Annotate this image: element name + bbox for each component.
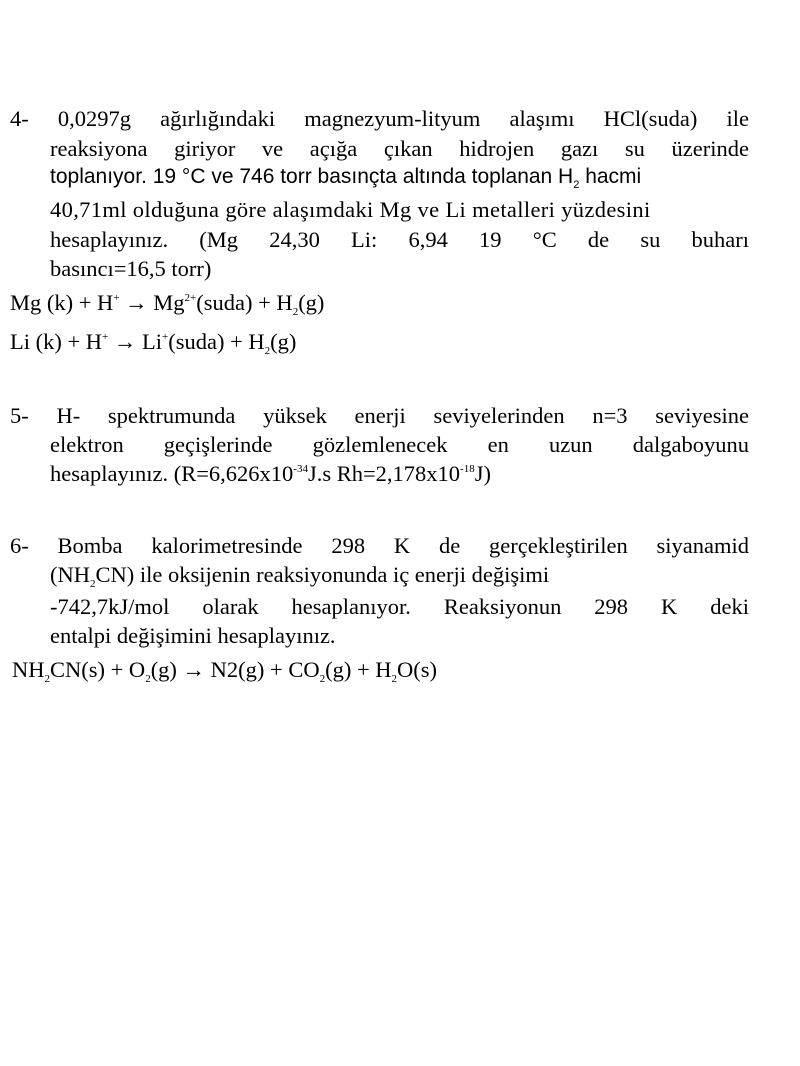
q5-exponent-1: -34 [293, 463, 308, 475]
q5-line-3-a: hesaplayınız. (R=6,626x10 [50, 461, 294, 486]
q5-exponent-2: -18 [460, 463, 475, 475]
q4-line-3-end: hacmi [579, 165, 642, 188]
q6-line-1: 6- Bomba kalorimetresinde 298 K de gerçekleştirilen siyanamid [10, 533, 749, 558]
eq2-h2-subscript: 2 [264, 345, 271, 357]
q6-line-3: -742,7kJ/mol olarak hesaplanıyor. Reaksiyonun 298 K deki [50, 594, 749, 619]
q4-line-3 [50, 165, 642, 191]
q5-line-1: 5- H- spektrumunda yüksek enerji seviyelerinden n=3 seviyesine [10, 403, 749, 428]
eq1-h-charge: + [113, 292, 120, 304]
q4-line-3-text: toplanıyor. 19 °C ve 746 torr basınçta altında toplanan H [50, 165, 574, 188]
q4-line-3-subscript: 2 [573, 179, 580, 191]
q4-equation-mg [10, 290, 325, 318]
q6-line-2-b: CN) ile oksijenin reaksiyonunda iç enerji değişimi [95, 562, 550, 587]
q5-line-3-c: J) [474, 461, 491, 486]
q6-line-2-a: (NH [50, 562, 90, 587]
q6-eq-water: O(s) [397, 657, 438, 682]
eq1-h2-subscript: 2 [292, 306, 299, 318]
eq1-mg-charge: 2+ [184, 292, 197, 304]
q6-eq-co2-subscript: 2 [319, 673, 326, 685]
eq1-arrow-mg: → Mg [119, 290, 185, 315]
eq2-gas: (g) [270, 329, 297, 354]
q6-equation [12, 657, 438, 685]
eq2-products: (suda) + H [168, 329, 265, 354]
q5-line-2: elektron geçişlerinde gözlemlenecek en uzun dalgaboyunu [50, 432, 749, 457]
q6-eq-nh: NH [12, 657, 45, 682]
q4-equation-li [10, 329, 297, 357]
q6-eq-nh2-subscript: 2 [44, 673, 50, 685]
q5-line-3 [50, 463, 491, 486]
q4-line-1: 4- 0,0297g ağırlığındaki magnezyum-lityum alaşımı HCl(suda) ile [10, 106, 749, 131]
q6-line-2 [50, 562, 550, 590]
q4-line-5: hesaplayınız. (Mg 24,30 Li: 6,94 19 °C de su buharı [50, 227, 749, 252]
eq1-products: (suda) + H [196, 290, 293, 315]
q6-eq-products-b: (g) + H [325, 657, 392, 682]
q6-line-4: entalpi değişimini hesaplayınız. [50, 623, 336, 648]
q4-line-4: 40,71ml olduğuna göre alaşımdaki Mg ve Li metalleri yüzdesini [50, 197, 651, 222]
q6-eq-products-a: (g) → N2(g) + CO [150, 657, 320, 682]
q6-eq-o2-subscript: 2 [145, 673, 151, 685]
eq2-arrow-li: → Li [108, 329, 163, 354]
eq2-li-charge: + [162, 331, 169, 343]
q4-line-2: reaksiyona giriyor ve açığa çıkan hidrojen gazı su üzerinde [50, 136, 749, 161]
q5-line-3-b: J.s Rh=2,178x10 [307, 461, 461, 486]
q6-eq-cn-o: CN(s) + O [50, 657, 146, 682]
q6-nh2-subscript: 2 [90, 578, 96, 590]
q4-line-6: basıncı=16,5 torr) [50, 256, 212, 281]
q6-eq-h2-subscript: 2 [391, 673, 398, 685]
eq2-reactants: Li (k) + H [10, 329, 103, 354]
eq2-h-charge: + [102, 331, 109, 343]
eq1-reactants: Mg (k) + H [10, 290, 114, 315]
eq1-gas: (g) [298, 290, 325, 315]
